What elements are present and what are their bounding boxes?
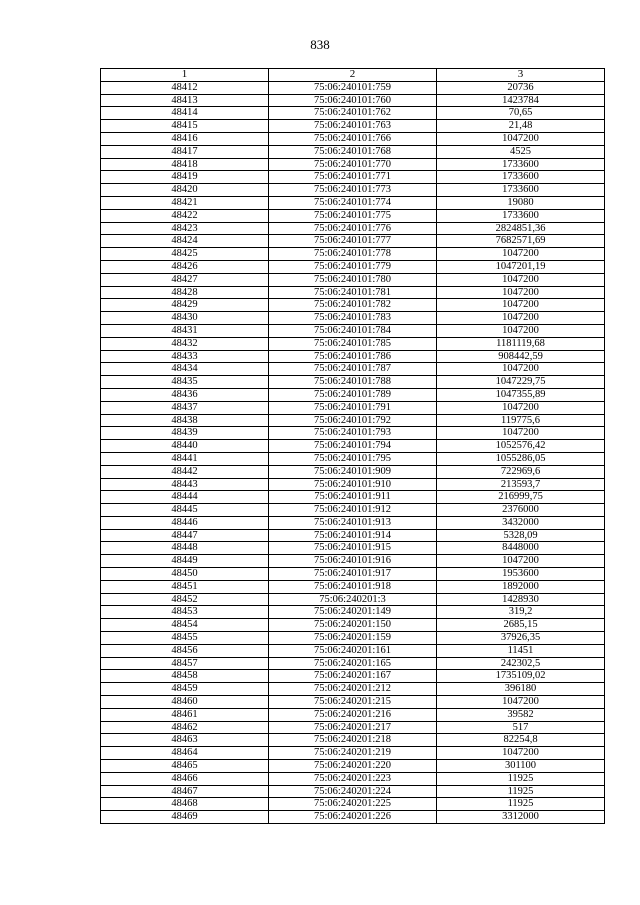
row-number-cell: 48440 [101, 440, 269, 453]
row-number-cell: 48452 [101, 593, 269, 606]
cadastral-number-cell: 75:06:240201:226 [269, 811, 437, 824]
value-cell: 396180 [437, 683, 605, 696]
cadastral-number-cell: 75:06:240101:773 [269, 184, 437, 197]
value-cell: 8448000 [437, 542, 605, 555]
table-row [101, 593, 605, 606]
row-number-cell: 48420 [101, 184, 269, 197]
cadastral-number-cell: 75:06:240201:150 [269, 619, 437, 632]
value-cell: 11451 [437, 644, 605, 657]
value-cell: 5328,09 [437, 529, 605, 542]
row-number-cell: 48442 [101, 465, 269, 478]
table-row [101, 145, 605, 158]
page-number: 838 [310, 37, 330, 52]
value-cell: 1047200 [437, 324, 605, 337]
row-number-cell: 48439 [101, 427, 269, 440]
value-cell: 1733600 [437, 158, 605, 171]
value-cell: 908442,59 [437, 350, 605, 363]
value-cell: 1047200 [437, 747, 605, 760]
cadastral-number-cell: 75:06:240101:781 [269, 286, 437, 299]
cadastral-number-cell: 75:06:240101:914 [269, 529, 437, 542]
value-cell: 1892000 [437, 580, 605, 593]
value-cell: 722969,6 [437, 465, 605, 478]
table-row [101, 209, 605, 222]
table-row [101, 542, 605, 555]
table-row [101, 504, 605, 517]
cadastral-number-cell: 75:06:240201:215 [269, 696, 437, 709]
cadastral-number-cell: 75:06:240101:918 [269, 580, 437, 593]
table-row [101, 696, 605, 709]
table-row [101, 721, 605, 734]
row-number-cell: 48431 [101, 324, 269, 337]
table-row [101, 529, 605, 542]
table-row [101, 312, 605, 325]
table-row [101, 516, 605, 529]
table-row [101, 683, 605, 696]
row-number-cell: 48461 [101, 708, 269, 721]
row-number-cell: 48422 [101, 209, 269, 222]
row-number-cell: 48441 [101, 452, 269, 465]
table-row [101, 171, 605, 184]
value-cell: 3432000 [437, 516, 605, 529]
cadastral-number-cell: 75:06:240101:779 [269, 260, 437, 273]
cadastral-number-cell: 75:06:240101:782 [269, 299, 437, 312]
value-cell: 1423784 [437, 94, 605, 107]
value-cell: 1055286,05 [437, 452, 605, 465]
row-number-cell: 48443 [101, 478, 269, 491]
table-row [101, 337, 605, 350]
row-number-cell: 48456 [101, 644, 269, 657]
table-row [101, 798, 605, 811]
value-cell: 1181119,68 [437, 337, 605, 350]
cadastral-number-cell: 75:06:240201:217 [269, 721, 437, 734]
row-number-cell: 48445 [101, 504, 269, 517]
value-cell: 242302,5 [437, 657, 605, 670]
row-number-cell: 48432 [101, 337, 269, 350]
table-row [101, 260, 605, 273]
row-number-cell: 48444 [101, 491, 269, 504]
table-row [101, 388, 605, 401]
table-row [101, 120, 605, 133]
value-cell: 1733600 [437, 209, 605, 222]
table-row [101, 785, 605, 798]
cadastral-number-cell: 75:06:240101:789 [269, 388, 437, 401]
cadastral-number-cell: 75:06:240101:912 [269, 504, 437, 517]
row-number-cell: 48417 [101, 145, 269, 158]
table-row [101, 222, 605, 235]
row-number-cell: 48451 [101, 580, 269, 593]
row-number-cell: 48447 [101, 529, 269, 542]
row-number-cell: 48433 [101, 350, 269, 363]
cadastral-number-cell: 75:06:240201:224 [269, 785, 437, 798]
value-cell: 319,2 [437, 606, 605, 619]
value-cell: 1733600 [437, 171, 605, 184]
value-cell: 216999,75 [437, 491, 605, 504]
row-number-cell: 48423 [101, 222, 269, 235]
table-row [101, 747, 605, 760]
table-row [101, 734, 605, 747]
value-cell: 517 [437, 721, 605, 734]
cadastral-number-cell: 75:06:240101:775 [269, 209, 437, 222]
value-cell: 11925 [437, 798, 605, 811]
value-cell: 82254,8 [437, 734, 605, 747]
table-row [101, 427, 605, 440]
table-row [101, 491, 605, 504]
cadastral-number-cell: 75:06:240101:794 [269, 440, 437, 453]
cadastral-number-cell: 75:06:240101:913 [269, 516, 437, 529]
table-row [101, 376, 605, 389]
value-cell: 20736 [437, 81, 605, 94]
table-row [101, 452, 605, 465]
cadastral-number-cell: 75:06:240201:159 [269, 632, 437, 645]
value-cell: 1735109,02 [437, 670, 605, 683]
table-body [101, 81, 605, 823]
cadastral-number-cell: 75:06:240201:216 [269, 708, 437, 721]
cadastral-number-cell: 75:06:240201:165 [269, 657, 437, 670]
cadastral-number-cell: 75:06:240201:220 [269, 760, 437, 773]
row-number-cell: 48415 [101, 120, 269, 133]
table-row [101, 158, 605, 171]
row-number-cell: 48457 [101, 657, 269, 670]
row-number-cell: 48454 [101, 619, 269, 632]
table-row [101, 606, 605, 619]
value-cell: 1047200 [437, 427, 605, 440]
table-row [101, 273, 605, 286]
value-cell: 2376000 [437, 504, 605, 517]
value-cell: 1047200 [437, 312, 605, 325]
cadastral-number-cell: 75:06:240101:915 [269, 542, 437, 555]
row-number-cell: 48450 [101, 568, 269, 581]
table-row [101, 644, 605, 657]
cadastral-number-cell: 75:06:240101:766 [269, 132, 437, 145]
value-cell: 2824851,36 [437, 222, 605, 235]
cadastral-number-cell: 75:06:240101:759 [269, 81, 437, 94]
row-number-cell: 48419 [101, 171, 269, 184]
value-cell: 1047200 [437, 555, 605, 568]
value-cell: 70,65 [437, 107, 605, 120]
row-number-cell: 48412 [101, 81, 269, 94]
row-number-cell: 48413 [101, 94, 269, 107]
cadastral-number-cell: 75:06:240201:219 [269, 747, 437, 760]
table-row [101, 708, 605, 721]
cadastral-number-cell: 75:06:240101:917 [269, 568, 437, 581]
value-cell: 21,48 [437, 120, 605, 133]
cadastral-number-cell: 75:06:240101:787 [269, 363, 437, 376]
row-number-cell: 48425 [101, 248, 269, 261]
cadastral-number-cell: 75:06:240201:149 [269, 606, 437, 619]
column-header: 2 [269, 69, 437, 82]
data-table [100, 68, 605, 824]
value-cell: 1047200 [437, 363, 605, 376]
table-row [101, 363, 605, 376]
row-number-cell: 48429 [101, 299, 269, 312]
row-number-cell: 48416 [101, 132, 269, 145]
row-number-cell: 48465 [101, 760, 269, 773]
value-cell: 1733600 [437, 184, 605, 197]
table-row [101, 811, 605, 824]
table-header-row [101, 69, 605, 82]
cadastral-number-cell: 75:06:240101:784 [269, 324, 437, 337]
row-number-cell: 48427 [101, 273, 269, 286]
value-cell: 119775,6 [437, 414, 605, 427]
table-row [101, 107, 605, 120]
row-number-cell: 48430 [101, 312, 269, 325]
value-cell: 1953600 [437, 568, 605, 581]
cadastral-number-cell: 75:06:240101:785 [269, 337, 437, 350]
row-number-cell: 48455 [101, 632, 269, 645]
row-number-cell: 48437 [101, 401, 269, 414]
table-row [101, 478, 605, 491]
cadastral-number-cell: 75:06:240101:793 [269, 427, 437, 440]
cadastral-number-cell: 75:06:240101:776 [269, 222, 437, 235]
value-cell: 39582 [437, 708, 605, 721]
value-cell: 1047200 [437, 696, 605, 709]
cadastral-number-cell: 75:06:240101:795 [269, 452, 437, 465]
value-cell: 19080 [437, 196, 605, 209]
cadastral-number-cell: 75:06:240101:771 [269, 171, 437, 184]
table-row [101, 350, 605, 363]
cadastral-number-cell: 75:06:240101:777 [269, 235, 437, 248]
cadastral-number-cell: 75:06:240101:778 [269, 248, 437, 261]
row-number-cell: 48460 [101, 696, 269, 709]
table-row [101, 299, 605, 312]
cadastral-number-cell: 75:06:240101:762 [269, 107, 437, 120]
table-row [101, 670, 605, 683]
value-cell: 11925 [437, 785, 605, 798]
row-number-cell: 48463 [101, 734, 269, 747]
row-number-cell: 48435 [101, 376, 269, 389]
table-row [101, 324, 605, 337]
table-row [101, 235, 605, 248]
table-row [101, 632, 605, 645]
row-number-cell: 48449 [101, 555, 269, 568]
table-row [101, 401, 605, 414]
row-number-cell: 48448 [101, 542, 269, 555]
cadastral-number-cell: 75:06:240201:218 [269, 734, 437, 747]
table-row [101, 132, 605, 145]
cadastral-number-cell: 75:06:240101:760 [269, 94, 437, 107]
value-cell: 7682571,69 [437, 235, 605, 248]
cadastral-number-cell: 75:06:240101:910 [269, 478, 437, 491]
row-number-cell: 48462 [101, 721, 269, 734]
row-number-cell: 48424 [101, 235, 269, 248]
value-cell: 301100 [437, 760, 605, 773]
row-number-cell: 48468 [101, 798, 269, 811]
cadastral-number-cell: 75:06:240201:3 [269, 593, 437, 606]
value-cell: 1047200 [437, 273, 605, 286]
value-cell: 1047201,19 [437, 260, 605, 273]
row-number-cell: 48438 [101, 414, 269, 427]
column-header: 3 [437, 69, 605, 82]
value-cell: 1047200 [437, 132, 605, 145]
table-row [101, 184, 605, 197]
table-row [101, 465, 605, 478]
cadastral-number-cell: 75:06:240101:770 [269, 158, 437, 171]
table-row [101, 657, 605, 670]
row-number-cell: 48418 [101, 158, 269, 171]
value-cell: 1047200 [437, 248, 605, 261]
row-number-cell: 48436 [101, 388, 269, 401]
cadastral-number-cell: 75:06:240101:911 [269, 491, 437, 504]
value-cell: 2685,15 [437, 619, 605, 632]
value-cell: 1047355,89 [437, 388, 605, 401]
row-number-cell: 48458 [101, 670, 269, 683]
table-row [101, 619, 605, 632]
cadastral-number-cell: 75:06:240101:788 [269, 376, 437, 389]
value-cell: 11925 [437, 772, 605, 785]
cadastral-number-cell: 75:06:240101:786 [269, 350, 437, 363]
value-cell: 1047229,75 [437, 376, 605, 389]
value-cell: 37926,35 [437, 632, 605, 645]
value-cell: 3312000 [437, 811, 605, 824]
table-row [101, 414, 605, 427]
table-row [101, 555, 605, 568]
row-number-cell: 48459 [101, 683, 269, 696]
column-header: 1 [101, 69, 269, 82]
cadastral-number-cell: 75:06:240101:780 [269, 273, 437, 286]
row-number-cell: 48469 [101, 811, 269, 824]
row-number-cell: 48466 [101, 772, 269, 785]
cadastral-number-cell: 75:06:240101:909 [269, 465, 437, 478]
cadastral-number-cell: 75:06:240101:916 [269, 555, 437, 568]
table-row [101, 440, 605, 453]
cadastral-number-cell: 75:06:240101:783 [269, 312, 437, 325]
row-number-cell: 48421 [101, 196, 269, 209]
row-number-cell: 48426 [101, 260, 269, 273]
value-cell: 1047200 [437, 299, 605, 312]
cadastral-number-cell: 75:06:240101:791 [269, 401, 437, 414]
table-row [101, 772, 605, 785]
table-row [101, 580, 605, 593]
value-cell: 213593,7 [437, 478, 605, 491]
cadastral-number-cell: 75:06:240201:161 [269, 644, 437, 657]
table-row [101, 196, 605, 209]
row-number-cell: 48428 [101, 286, 269, 299]
value-cell: 4525 [437, 145, 605, 158]
row-number-cell: 48464 [101, 747, 269, 760]
table-row [101, 568, 605, 581]
row-number-cell: 48434 [101, 363, 269, 376]
cadastral-number-cell: 75:06:240101:768 [269, 145, 437, 158]
value-cell: 1047200 [437, 401, 605, 414]
cadastral-number-cell: 75:06:240101:763 [269, 120, 437, 133]
cadastral-number-cell: 75:06:240201:223 [269, 772, 437, 785]
table-row [101, 248, 605, 261]
table-row [101, 760, 605, 773]
table-row [101, 94, 605, 107]
table-row [101, 286, 605, 299]
cadastral-number-cell: 75:06:240201:212 [269, 683, 437, 696]
value-cell: 1047200 [437, 286, 605, 299]
row-number-cell: 48453 [101, 606, 269, 619]
row-number-cell: 48414 [101, 107, 269, 120]
row-number-cell: 48446 [101, 516, 269, 529]
cadastral-number-cell: 75:06:240101:792 [269, 414, 437, 427]
value-cell: 1052576,42 [437, 440, 605, 453]
cadastral-number-cell: 75:06:240201:225 [269, 798, 437, 811]
table-row [101, 81, 605, 94]
value-cell: 1428930 [437, 593, 605, 606]
cadastral-number-cell: 75:06:240201:167 [269, 670, 437, 683]
cadastral-number-cell: 75:06:240101:774 [269, 196, 437, 209]
row-number-cell: 48467 [101, 785, 269, 798]
